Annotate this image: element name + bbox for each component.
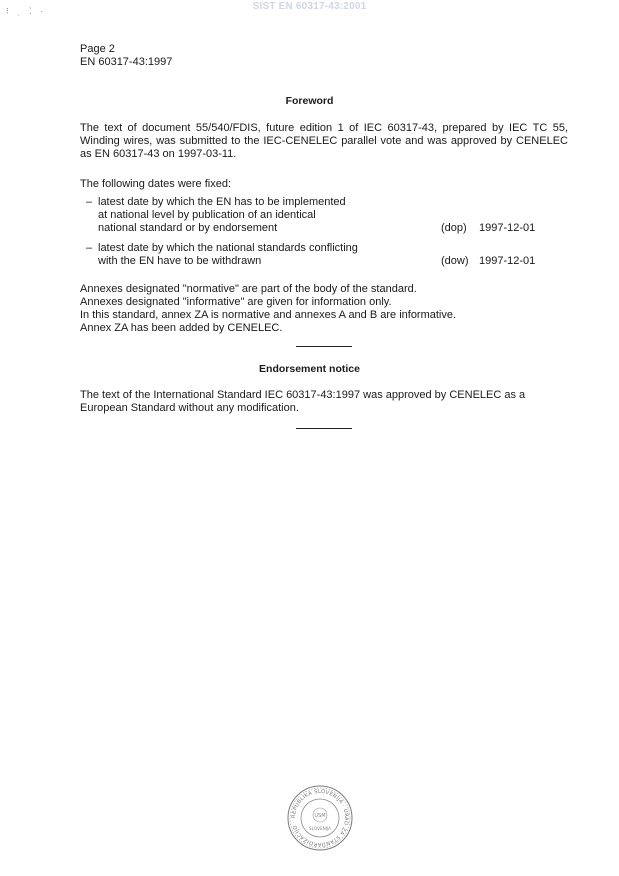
bullet-dash: – xyxy=(86,196,93,208)
bullet-dash: – xyxy=(86,242,93,254)
date-item-line: latest date by which the EN has to be implemented xyxy=(98,196,346,208)
date-item-line: with the EN have to be withdrawn xyxy=(98,255,262,267)
date-item-line: at national level by publication of an identical xyxy=(98,209,316,221)
section-divider xyxy=(296,428,352,429)
standard-number: EN 60317-43:1997 xyxy=(80,56,173,68)
seal-center-text: USM xyxy=(314,813,326,819)
annex-line: In this standard, annex ZA is normative and annexes A and B are informative. xyxy=(80,309,457,321)
endorsement-title: Endorsement notice xyxy=(259,363,360,375)
date-item-line: national standard or by endorsement xyxy=(98,222,278,234)
date-code: (dow) xyxy=(441,255,469,267)
seal-ring-text: REPUBLIKA SLOVENIJA · URAD ZA STANDARDIZACIJO · xyxy=(290,788,350,848)
scan-specks: ⁝ ˌ ⁚ · xyxy=(6,6,47,16)
page-header xyxy=(80,43,172,69)
seal-bottom-text: SLOVENIJA xyxy=(309,826,331,831)
endorsement-text: The text of the International Standard IEC 60317-43:1997 was approved by CENELEC as a European Standard without any modification. xyxy=(80,389,526,414)
date-item-dop xyxy=(86,196,546,236)
foreword-intro: The text of document 55/540/FDIS, future edition 1 of IEC 60317-43, prepared by IEC TC 55, Winding wires, was submitted to the IEC-CENELEC parallel vote and was approved by CENELEC as EN 60317-43 on 1997-03-11. xyxy=(80,122,568,160)
date-code: (dop) xyxy=(441,222,467,234)
annex-line: Annexes designated "normative" are part of the body of the standard. xyxy=(80,283,417,295)
date-item-dow xyxy=(86,242,546,270)
annex-line: Annex ZA has been added by CENELEC. xyxy=(80,322,283,334)
watermark: SIST EN 60317-43:2001 xyxy=(252,1,367,12)
foreword-title: Foreword xyxy=(285,95,334,107)
section-divider xyxy=(296,346,352,347)
date-item-line: latest date by which the national standards conflicting xyxy=(98,242,358,254)
date-value: 1997-12-01 xyxy=(479,255,536,267)
page-label: Page 2 xyxy=(80,43,115,55)
dates-intro: The following dates were fixed: xyxy=(80,178,232,190)
official-seal-stamp xyxy=(285,783,355,853)
date-value: 1997-12-01 xyxy=(479,222,536,234)
annex-notes xyxy=(80,283,568,335)
annex-line: Annexes designated "informative" are given for information only. xyxy=(80,296,392,308)
